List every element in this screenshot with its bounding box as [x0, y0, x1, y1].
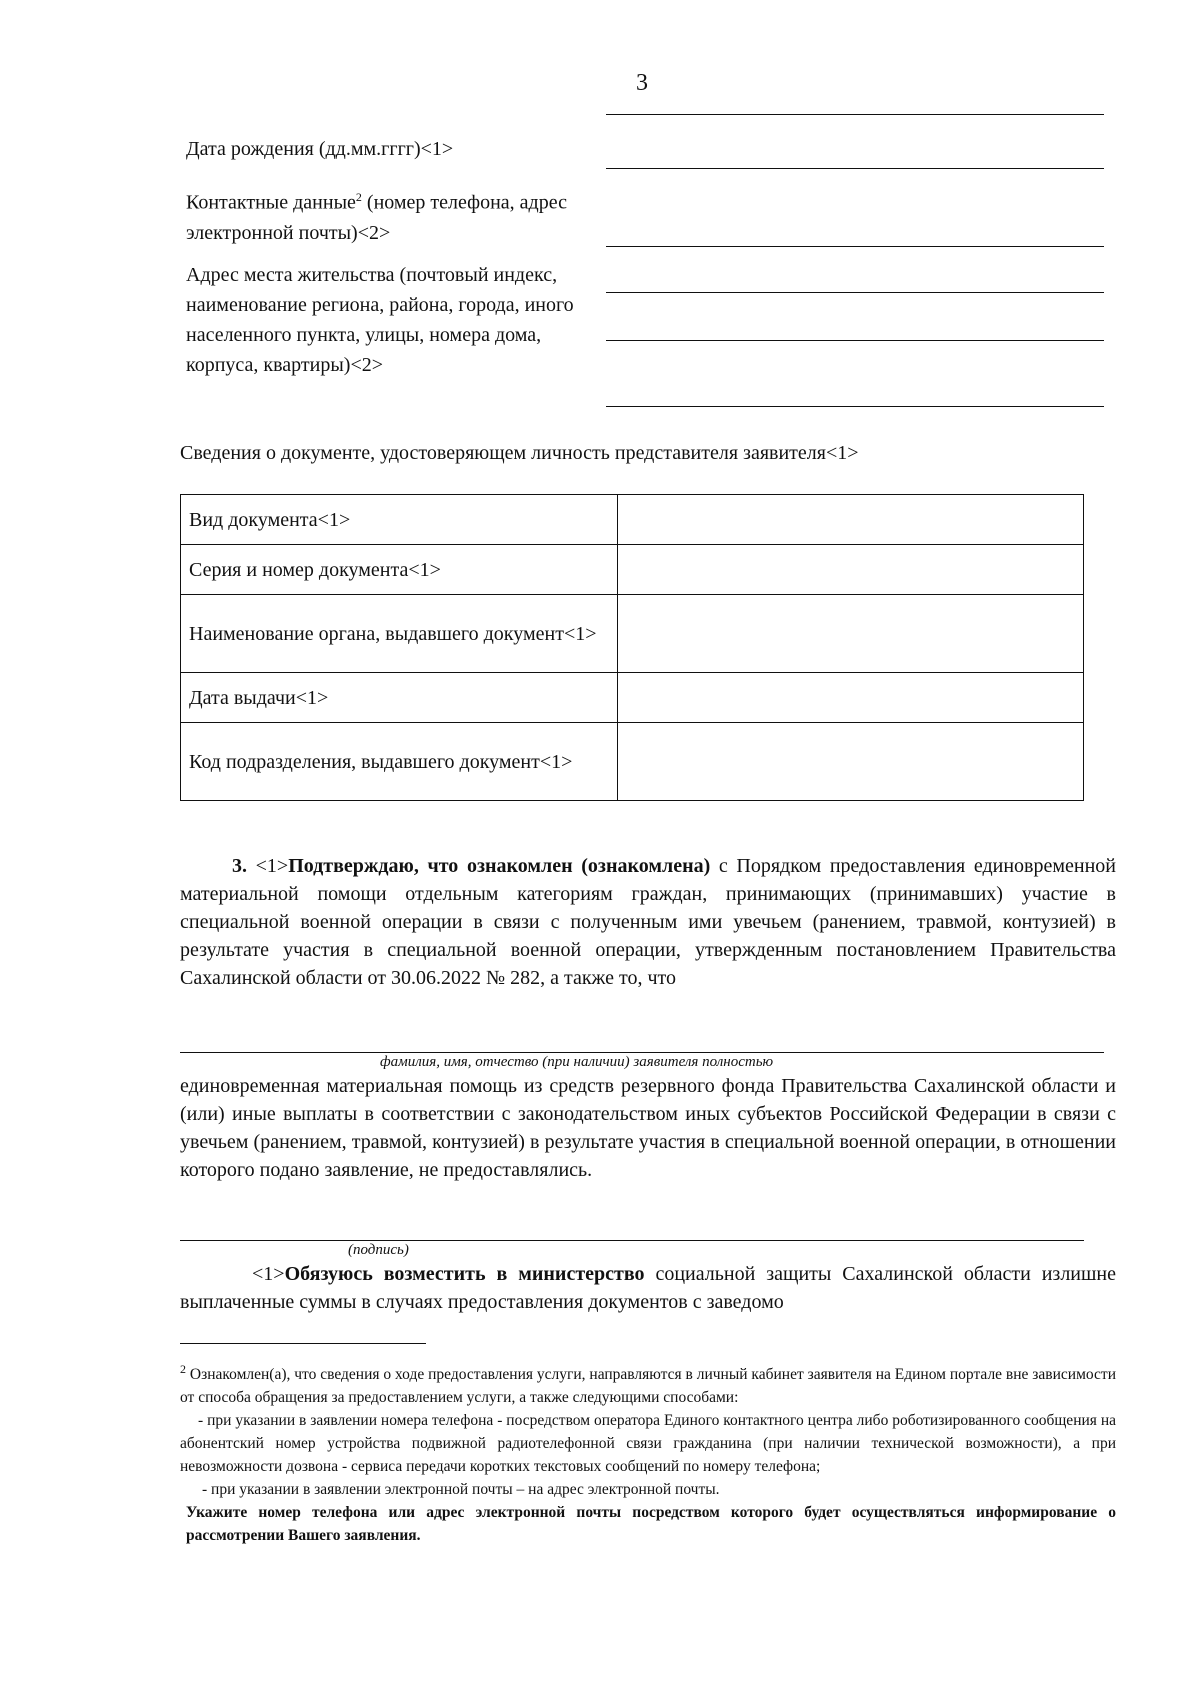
footnote-intro: $^2$ Ознакомлен(а), что сведения о ходе предоставления услуги, направляются в личный кабинет заявителя на Едином портале вне зависимости от способа обращения за предоставлением услуги, а также следующими способами:	[180, 1362, 1116, 1407]
table-row	[181, 723, 1084, 801]
signature-caption: (подпись)	[348, 1242, 409, 1258]
contact-label: Контактные данные$^2$ (номер телефона, адрес электронной почты)<2>	[186, 190, 567, 244]
contact-line[interactable]	[606, 246, 1104, 247]
table-cell-label: Код подразделения, выдавшего документ<1>	[181, 723, 618, 801]
table-cell-value[interactable]	[618, 545, 1084, 595]
payment-paragraph: единовременная материальная помощь из средств резервного фонда Правительства Сахалинской области и (или) иные выплаты в соответствии с законодательством иных субъектов Российской Федерации в связи с увечьем (ранением, травмой, контузией) в результате участия в специальной военной операции, в отношении которого подано заявление, не предоставлялись.	[180, 1075, 1116, 1181]
table-cell-value[interactable]	[618, 723, 1084, 801]
footnote-instruction: Укажите номер телефона или адрес электронной почты посредством которого будет осуществляться информирование о рассмотрении Вашего заявления.	[186, 1504, 1116, 1545]
table-row	[181, 545, 1084, 595]
oblige-paragraph: <1>Обязуюсь возместить в министерство социальной защиты Сахалинской области излишне выплаченные суммы в случаях предоставления документов с заведомо	[180, 1263, 1116, 1313]
fio-caption: фамилия, имя, отчество (при наличии) заявителя полностью	[380, 1054, 774, 1070]
table-row	[181, 495, 1084, 545]
address-line-1[interactable]	[606, 292, 1104, 293]
table-row	[181, 595, 1084, 673]
section-heading: Сведения о документе, удостоверяющем личность представителя заявителя<1>	[180, 442, 859, 464]
document-table	[180, 494, 1084, 801]
table-cell-label: Наименование органа, выдавшего документ<1>	[181, 595, 618, 673]
birth-date-line[interactable]	[606, 168, 1104, 169]
answer-line[interactable]	[606, 114, 1104, 115]
birth-date-label: Дата рождения (дд.мм.гггг)<1>	[186, 138, 454, 160]
address-line-3[interactable]	[606, 406, 1104, 407]
table-cell-value[interactable]	[618, 595, 1084, 673]
address-line-2[interactable]	[606, 340, 1104, 341]
footnote-block	[180, 1358, 1116, 1547]
table-cell-label: Серия и номер документа<1>	[181, 545, 618, 595]
address-label: Адрес места жительства (почтовый индекс, наименование региона, района, города, иного населенного пункта, улицы, номера дома, корпуса, квартиры)<2>	[186, 264, 574, 376]
table-cell-label: Дата выдачи<1>	[181, 673, 618, 723]
footnote-separator	[180, 1343, 426, 1344]
footnote-phone: - при указании в заявлении номера телефона - посредством оператора Единого контактного центра либо роботизированного сообщения на абонентский номер устройства подвижной радиотелефонной связи гражданина (при наличии технической возможности), а при невозможности дозвона - сервиса передачи коротких текстовых сообщений по номеру телефона;	[180, 1412, 1116, 1476]
footnote-email: - при указании в заявлении электронной почты – на адрес электронной почты.	[202, 1481, 720, 1499]
signature-line[interactable]	[180, 1240, 1084, 1241]
page-number: 3	[636, 70, 648, 96]
fio-line[interactable]	[180, 1052, 1104, 1053]
table-row	[181, 673, 1084, 723]
table-cell-value[interactable]	[618, 495, 1084, 545]
table-cell-label: Вид документа<1>	[181, 495, 618, 545]
table-cell-value[interactable]	[618, 673, 1084, 723]
paragraph-3: 3. <1>Подтверждаю, что ознакомлен (ознакомлена) с Порядком предоставления единовременной материальной помощи отдельным категориям граждан, принимающих (принимавших) участие в специальной военной операции в связи с полученным ими увечьем (ранением, травмой, контузией) в результате участия в специальной военной операции, утвержденным постановлением Правительства Сахалинской области от 30.06.2022 № 282, а также то, что	[180, 855, 1117, 989]
